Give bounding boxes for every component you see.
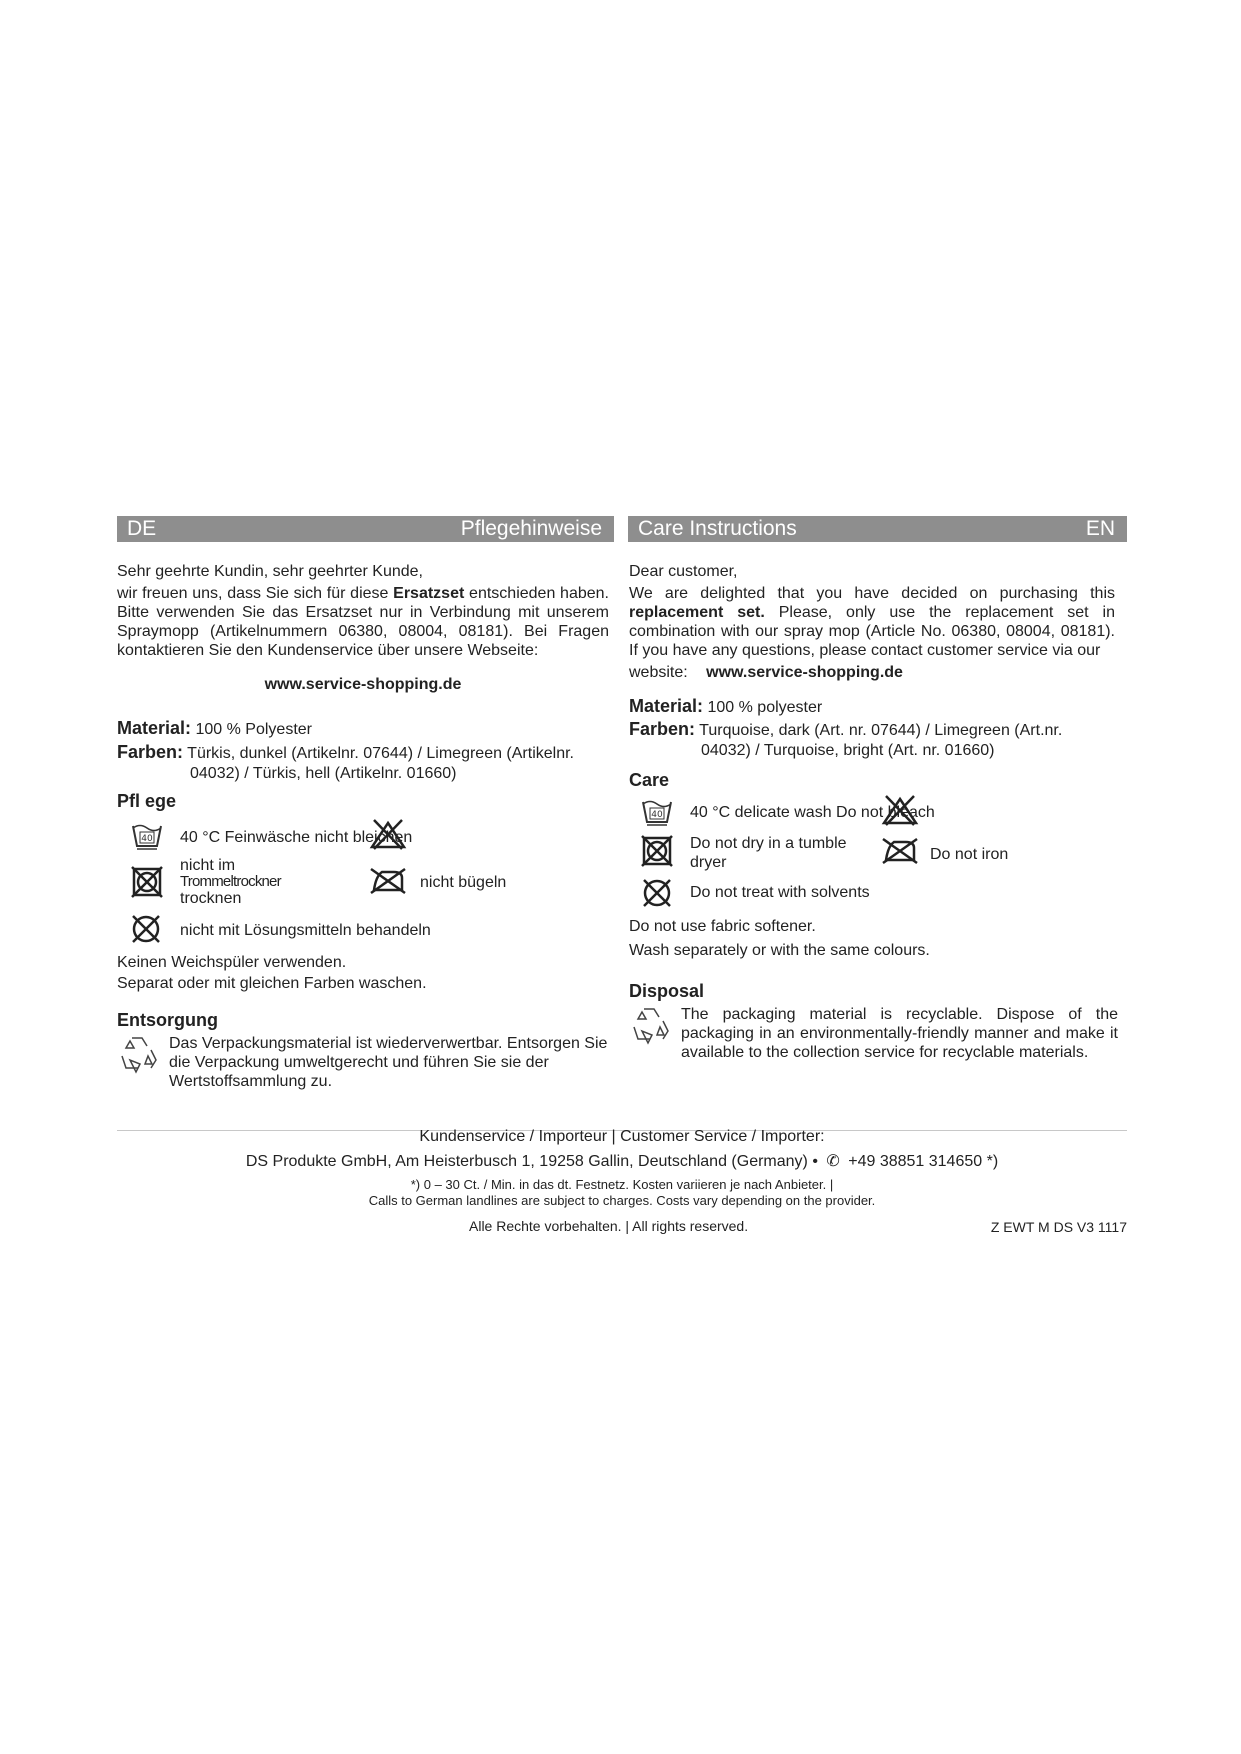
en-colors-line1: Turquoise, dark (Art. nr. 07644) / Limegreen (Art.nr. xyxy=(699,722,1063,739)
en-note1: Do not use fabric softener. xyxy=(629,918,816,935)
de-material xyxy=(117,719,312,739)
en-material xyxy=(629,697,822,717)
de-care-dry-3: trocknen xyxy=(180,890,242,907)
en-website[interactable]: www.service-shopping.de xyxy=(706,664,903,681)
de-care-iron: nicht bügeln xyxy=(420,874,507,891)
footer-code: Z EWT M DS V3 1117 xyxy=(990,1219,1127,1235)
de-intro-post: entschieden haben. Bitte verwenden Sie das Ersatzset nur in Verbindung mit unserem Spraymopp (Artikelnummern 06380, 08004, 08181). Bei Fragen kontaktieren Sie den Kundenservice über unsere Webseite: xyxy=(117,585,609,659)
de-colors-line2: 04032) / Türkis, hell (Artikelnr. 01660) xyxy=(190,765,457,782)
de-care-dry-1: nicht im xyxy=(180,857,236,874)
de-title: Pflegehinweise xyxy=(460,517,602,540)
en-note2: Wash separately or with the same colours. xyxy=(629,942,930,959)
en-website-line xyxy=(629,663,903,682)
en-header-bar xyxy=(628,516,1127,542)
no-iron-icon xyxy=(368,866,408,896)
de-colors-label: Farben: xyxy=(117,742,184,762)
de-disposal-text: Das Verpackungsmaterial ist wiederverwertbar. Entsorgen Sie die Verpackung umweltgerecht und führen Sie sie der Wertstoffsammlung zu. xyxy=(169,1035,608,1090)
en-material-label: Material: xyxy=(629,696,704,716)
de-colors-line1: Türkis, dunkel (Artikelnr. 07644) / Limegreen (Artikelnr. xyxy=(187,745,574,762)
en-greeting: Dear customer, xyxy=(629,563,738,580)
de-website[interactable]: www.service-shopping.de xyxy=(264,676,462,693)
de-header-bar xyxy=(117,516,614,542)
no-tumble-dry-icon xyxy=(640,835,674,867)
svg-text:40: 40 xyxy=(141,834,153,844)
en-disposal-text: The packaging material is recyclable. Dispose of the packaging in an environmentally-friendly manner and make it available to the collection service for recyclable materials. xyxy=(681,1006,1118,1061)
no-tumble-dry-icon xyxy=(130,866,164,898)
en-colors-label: Farben: xyxy=(629,719,696,739)
phone-icon: ✆ xyxy=(826,1153,840,1170)
footer-cost-de: *) 0 – 30 Ct. / Min. in das dt. Festnetz. Kosten variieren je nach Anbieter. | xyxy=(410,1177,834,1192)
en-care-dry: Do not dry in a tumble dryer xyxy=(690,835,847,871)
footer-cost-en: Calls to German landlines are subject to charges. Costs vary depending on the provider. xyxy=(368,1193,876,1208)
recycle-icon xyxy=(118,1034,160,1074)
no-solvent-icon xyxy=(130,913,162,945)
de-material-label: Material: xyxy=(117,718,192,738)
en-intro xyxy=(629,584,1115,660)
en-care-heading: Care xyxy=(629,770,670,790)
en-lang-code: EN xyxy=(1085,517,1115,540)
en-intro-pre: We are delighted that you have decided on purchasing this xyxy=(629,585,1115,602)
de-note1: Keinen Weichspüler verwenden. xyxy=(117,954,347,971)
footer-address-line xyxy=(117,1152,1127,1171)
en-colors-line2: 04032) / Turquoise, bright (Art. nr. 01660) xyxy=(701,742,995,759)
de-care-dry-2: Trommeltrockner xyxy=(180,873,281,890)
de-lang-code: DE xyxy=(127,517,157,540)
no-solvent-icon xyxy=(641,877,673,909)
en-care-solvent: Do not treat with solvents xyxy=(690,884,870,901)
no-bleach-icon xyxy=(880,793,920,827)
en-disposal-heading: Disposal xyxy=(629,981,705,1001)
de-note2: Separat oder mit gleichen Farben waschen. xyxy=(117,975,427,992)
de-care-heading: Pfl ege xyxy=(117,791,177,811)
de-care-solvent: nicht mit Lösungsmitteln behandeln xyxy=(180,922,431,939)
footer-address: DS Produkte GmbH, Am Heisterbusch 1, 19258 Gallin, Deutschland (Germany) • xyxy=(245,1153,818,1170)
en-intro-bold: replacement set. xyxy=(629,604,765,621)
wash-40-icon xyxy=(641,798,673,828)
en-care-iron: Do not iron xyxy=(930,846,1009,863)
de-care-wash: 40 °C Feinwäsche nicht bleichen xyxy=(180,829,413,846)
de-intro-bold: Ersatzset xyxy=(393,585,465,602)
en-care-wash: 40 °C delicate wash Do not bleach xyxy=(690,804,935,821)
no-bleach-icon xyxy=(368,817,408,851)
svg-text:40: 40 xyxy=(651,810,663,820)
de-greeting: Sehr geehrte Kundin, sehr geehrter Kunde, xyxy=(117,563,423,580)
no-iron-icon xyxy=(880,836,920,866)
de-intro xyxy=(117,584,609,660)
footer-rights: Alle Rechte vorbehalten. | All rights reserved. xyxy=(469,1218,749,1234)
de-disposal-heading: Entsorgung xyxy=(117,1010,218,1030)
en-intro-post: Please, only use the replacement set in combination with our spray mop (Article No. 06380, 08004, 08181). If you have any questions, please contact customer service via our xyxy=(629,604,1115,659)
en-title: Care Instructions xyxy=(638,517,797,540)
recycle-icon xyxy=(630,1005,672,1045)
en-website-label: website: xyxy=(629,664,688,681)
footer-service-heading: Kundenservice / Importeur | Customer Service / Importer: xyxy=(419,1128,825,1145)
en-colors xyxy=(629,720,1062,740)
wash-40-icon xyxy=(131,822,163,852)
footer-phone: +49 38851 314650 *) xyxy=(848,1153,999,1170)
de-intro-pre: wir freuen uns, dass Sie sich für diese xyxy=(117,585,389,602)
de-colors xyxy=(117,743,574,763)
en-material-value: 100 % polyester xyxy=(707,699,823,716)
de-material-value: 100 % Polyester xyxy=(195,721,312,738)
